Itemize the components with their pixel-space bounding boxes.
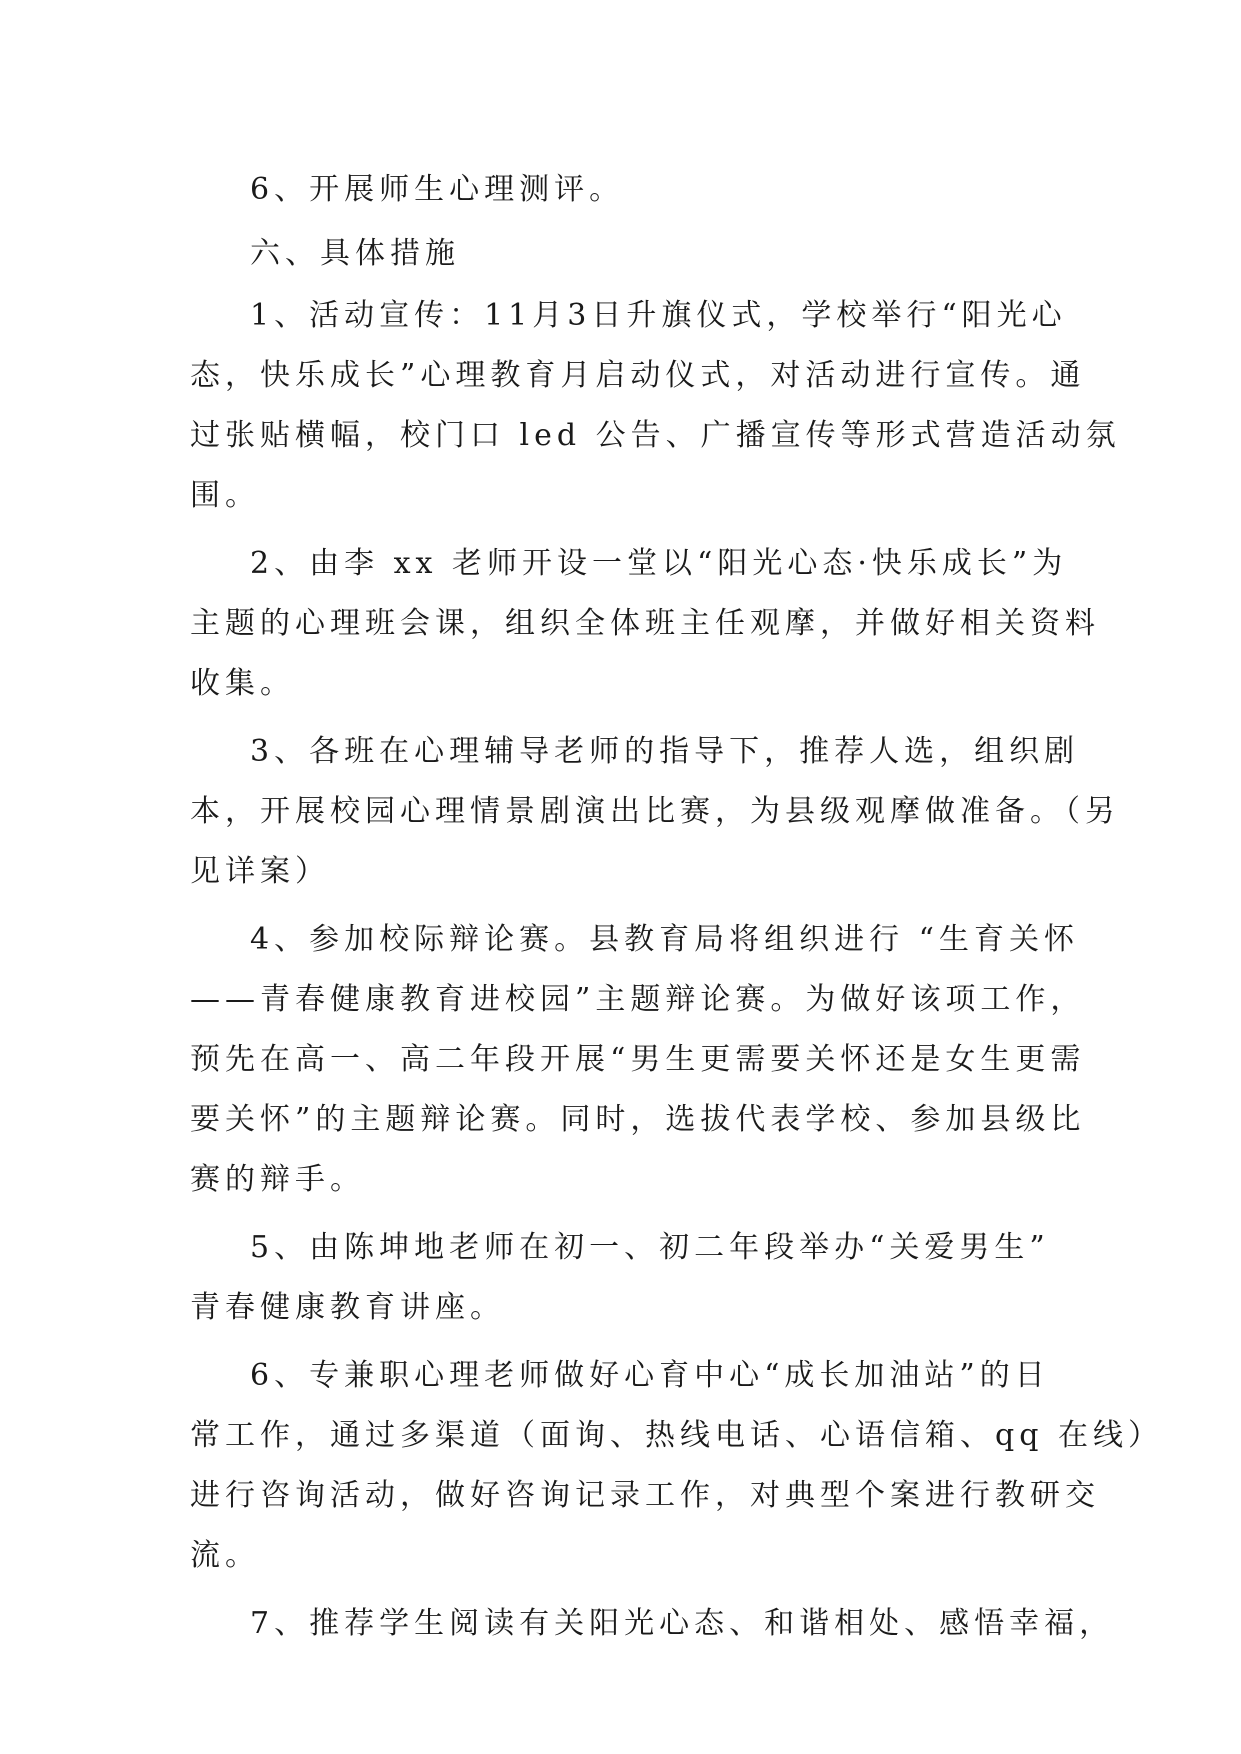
text-line: 流。 xyxy=(190,1538,260,1573)
text-line: 过张贴横幅，校门口 led 公告、广播宣传等形式营造活动氛 xyxy=(190,418,1121,453)
text-line: 要关怀”的主题辩论赛。同时，选拔代表学校、参加县级比 xyxy=(190,1102,1086,1137)
text-line: 常工作，通过多渠道（面询、热线电话、心语信箱、qq 在线） xyxy=(190,1418,1163,1453)
text-line: 3、各班在心理辅导老师的指导下，推荐人选，组织剧 xyxy=(250,734,1080,769)
paragraph-item-4 xyxy=(190,910,1086,1210)
text-line: 6、专兼职心理老师做好心育中心“成长加油站”的日 xyxy=(250,1358,1050,1393)
text-line: 收集。 xyxy=(190,666,295,701)
paragraph-measure-6 xyxy=(190,160,1060,220)
text-line: 青春健康教育讲座。 xyxy=(190,1290,505,1325)
text-line: 7、推荐学生阅读有关阳光心态、和谐相处、感悟幸福， xyxy=(250,1606,1115,1641)
text-line: 1、活动宣传：11月3日升旗仪式，学校举行“阳光心 xyxy=(250,298,1067,333)
text-line: 主题的心理班会课，组织全体班主任观摩，并做好相关资料 xyxy=(190,606,1100,641)
text-line: 态，快乐成长”心理教育月启动仪式，对活动进行宣传。通 xyxy=(190,358,1086,393)
text-line: 赛的辩手。 xyxy=(190,1162,365,1197)
text-line: 4、参加校际辩论赛。县教育局将组织进行 “生育关怀 xyxy=(250,922,1079,957)
text-line: 六、具体措施 xyxy=(250,236,460,271)
document-body xyxy=(190,160,1163,1654)
text-line: 本，开展校园心理情景剧演出比赛，为县级观摩做准备。（另 xyxy=(190,794,1120,829)
paragraph-item-6 xyxy=(190,1346,1163,1586)
section-heading-specific-measures xyxy=(190,224,1060,284)
text-line: ——青春健康教育进校园”主题辩论赛。为做好该项工作， xyxy=(190,982,1086,1017)
text-line: 2、由李 xx 老师开设一堂以“阳光心态·快乐成长”为 xyxy=(250,546,1068,581)
text-line: 5、由陈坤地老师在初一、初二年段举办“关爱男生” xyxy=(250,1230,1050,1265)
paragraph-item-1 xyxy=(190,286,1121,526)
text-line: 6、开展师生心理测评。 xyxy=(250,172,625,207)
paragraph-item-3 xyxy=(190,722,1120,902)
paragraph-item-5 xyxy=(190,1218,1060,1338)
paragraph-item-2 xyxy=(190,534,1100,714)
paragraph-item-7 xyxy=(190,1594,1115,1654)
text-line: 围。 xyxy=(190,478,260,513)
text-line: 进行咨询活动，做好咨询记录工作，对典型个案进行教研交 xyxy=(190,1478,1100,1513)
text-line: 见详案） xyxy=(190,854,330,889)
text-line: 预先在高一、高二年段开展“男生更需要关怀还是女生更需 xyxy=(190,1042,1086,1077)
